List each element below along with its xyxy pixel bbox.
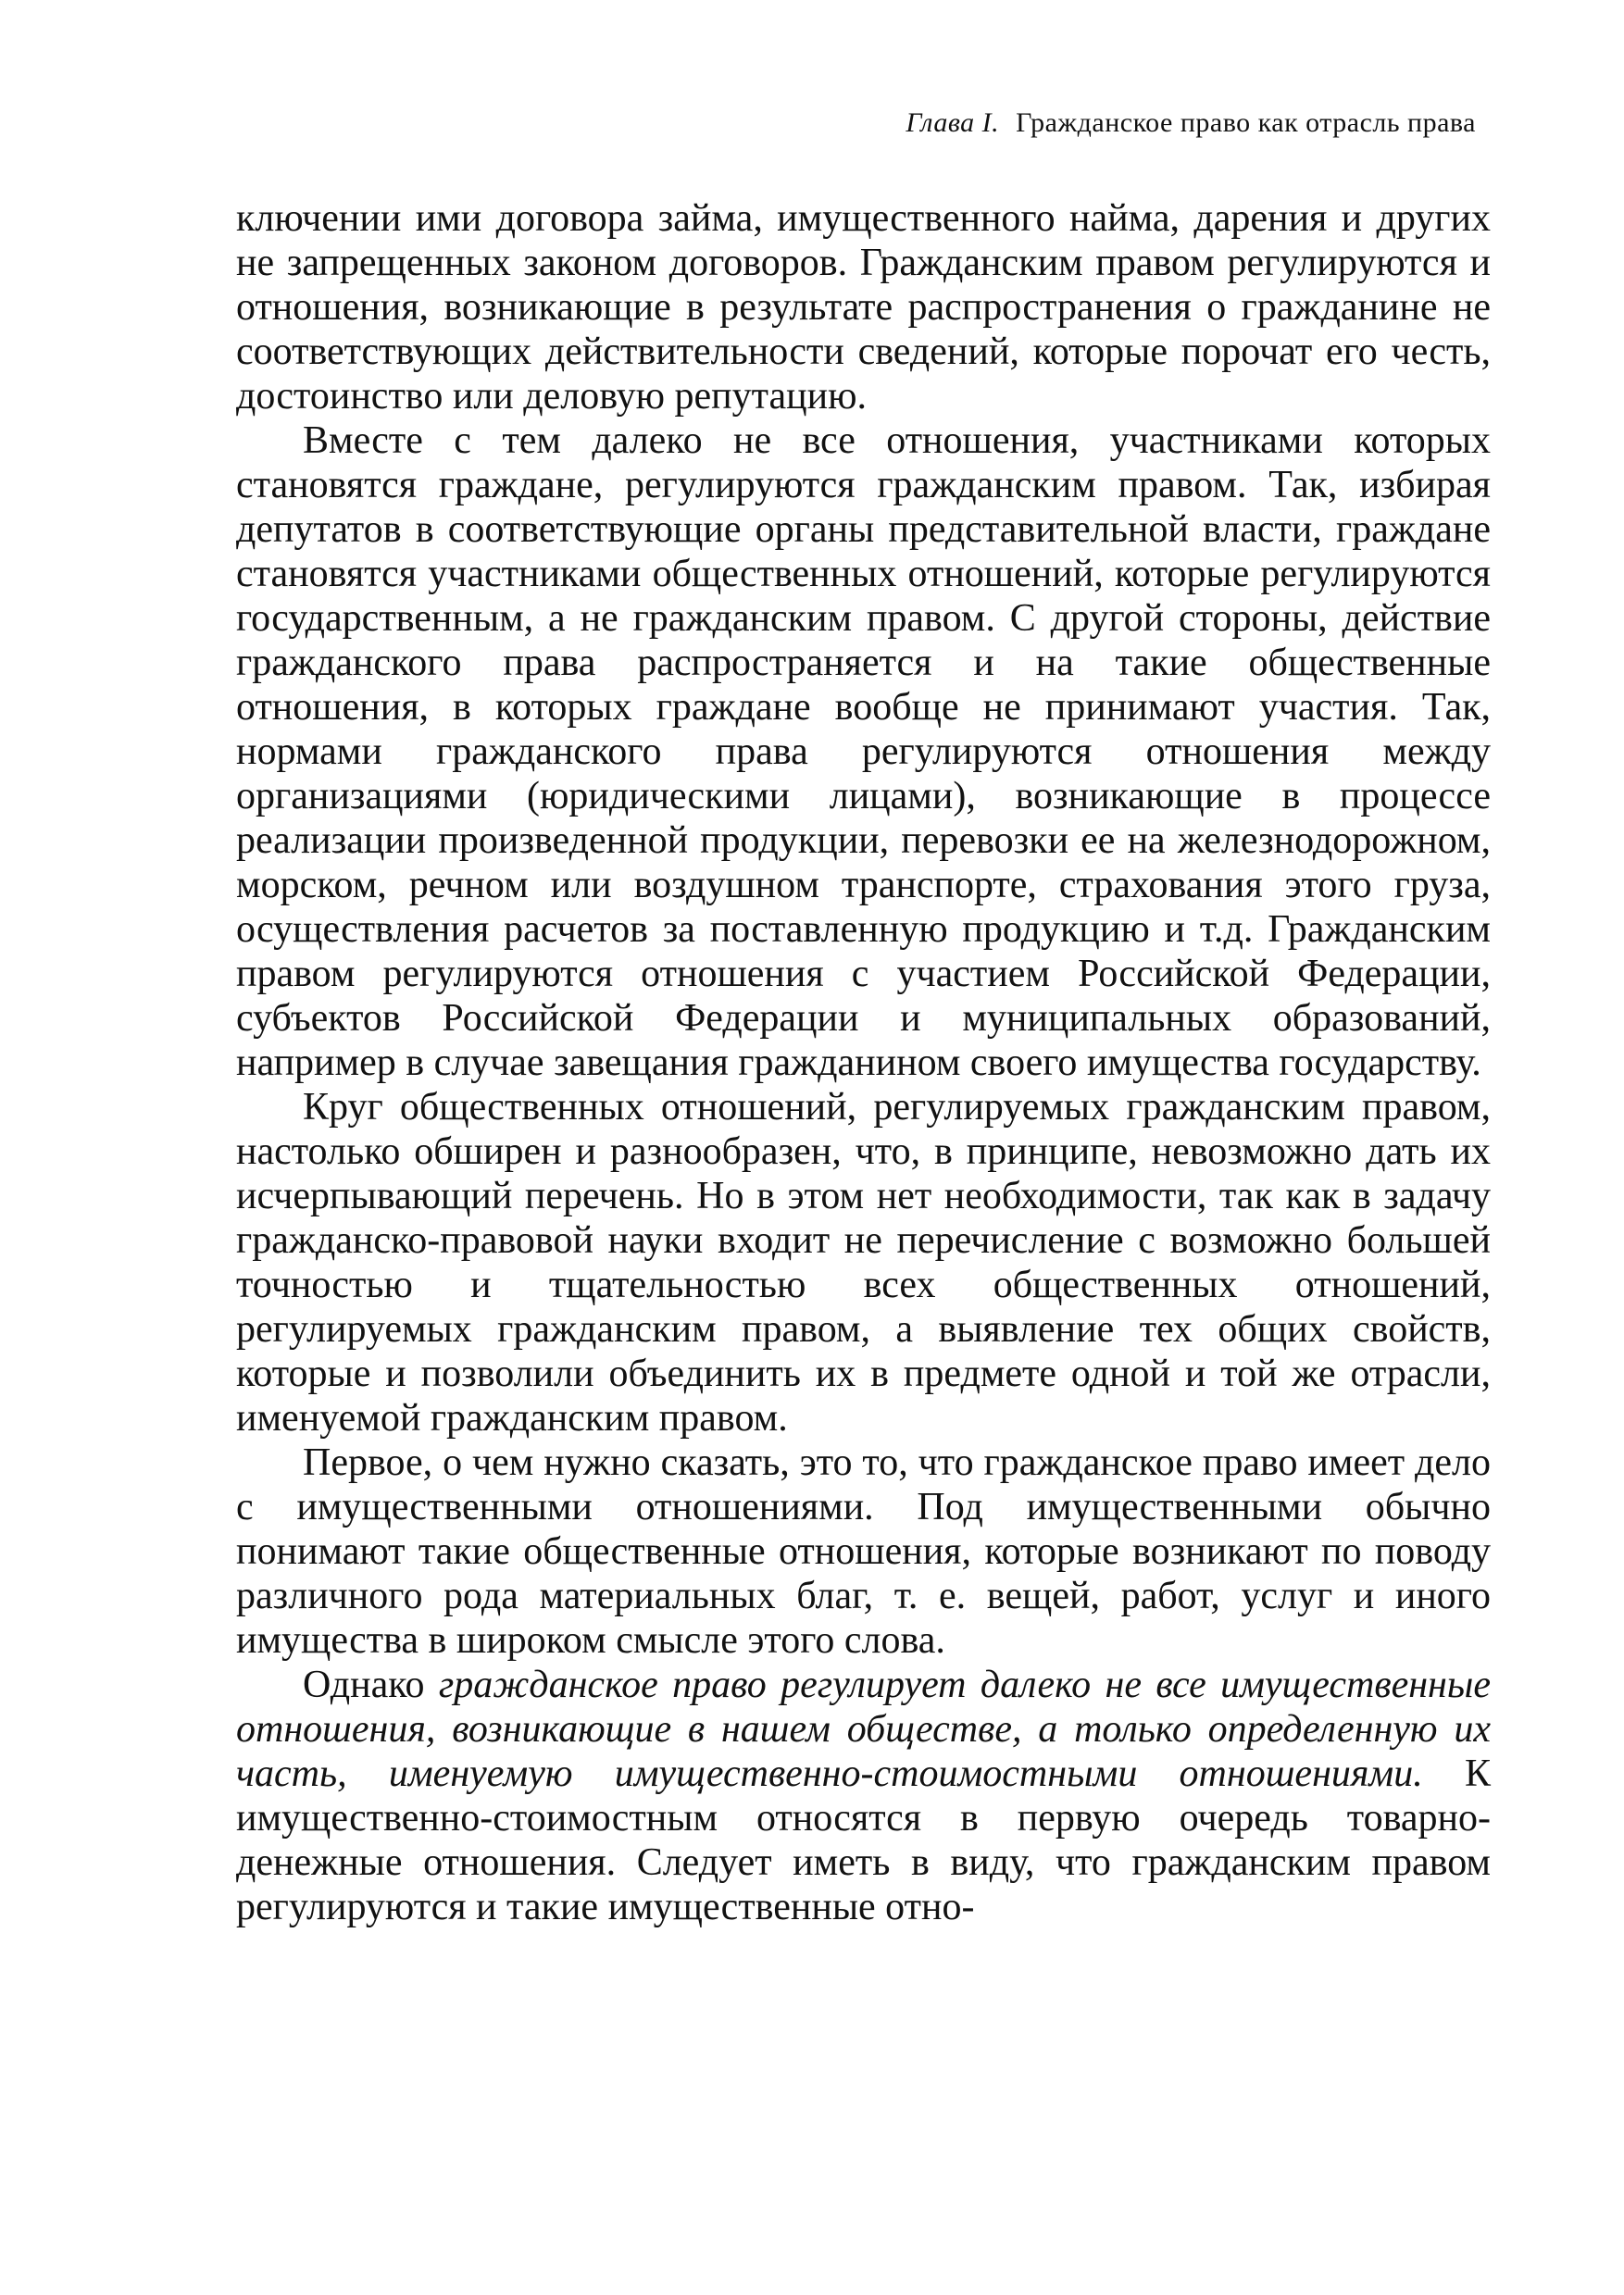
running-head-chapter: Глава I. xyxy=(906,107,1000,138)
paragraph-relations-scope: Вместе с тем далеко не все отношения, участниками которых становятся граждане, регулируются гражданским правом. Так, избирая депутатов в соответствующие органы представительной власти, граждане становятся участниками общественных отношений, которые регулируются государственным, а не гражданским правом. С другой стороны, действие гражданского права распространяется и на такие общественные отношения, в которых граждане вообще не принимают участия. Так, нормами гражданского права регулируются отношения между организациями (юридическими лицами), возникающие в процессе реализации произведенной продукции, перевозки ее на железнодорожном, морском, речном или воздушном транспорте, страхования этого груза, осуществления расчетов за поставленную продукцию и т.д. Гражданским правом регулируются отношения с участием Российской Федерации, субъектов Российской Федерации и муниципальных образований, например в случае завещания гражданином своего имущества государству. xyxy=(236,419,1491,1084)
paragraph-property-relations: Первое, о чем нужно сказать, это то, что гражданское право имеет дело с имущественными отношениями. Под имущественными обычно понимают такие общественные отношения, которые возникают по поводу различного рода материальных благ, т. е. вещей, работ, услуг и иного имущества в широком смысле этого слова. xyxy=(236,1441,1491,1662)
paragraph-emphasis: гражданское право регулирует далеко не все имущественные отношения, возникающие в нашем обществе, а только определенную их часть, именуемую имущественно-стоимостными отношениями. xyxy=(236,1664,1491,1795)
running-head xyxy=(906,107,1476,139)
paragraph-circle-of-relations: Круг общественных отношений, регулируемых гражданским правом, настолько обширен и разнообразен, что, в принципе, невозможно дать их исчерпывающий перечень. Но в этом нет необходимости, так как в задачу гражданско-правовой науки входит не перечисление с возможно большей точностью и тщательностью всех общественных отношений, регулируемых гражданским правом, а выявление тех общих свойств, которые и позволили объединить их в предмете одной и той же отрасли, именуемой гражданским правом. xyxy=(236,1086,1491,1440)
body-text xyxy=(236,196,1491,1929)
paragraph-property-value-relations xyxy=(236,1663,1491,1929)
running-head-title: Гражданское право как отрасль права xyxy=(1016,107,1476,138)
paragraph-rest: К имущественно-стоимостным относятся в первую очередь товарно-денежные отношения. Следует иметь в виду, что гражданским правом регулируются и такие имущественные отно- xyxy=(236,1752,1492,1928)
paragraph-continuation: ключении ими договора займа, имущественного найма, дарения и других не запрещенных законом договоров. Гражданским правом регулируются и отношения, возникающие в результате распространения о гражданине не соответствующих действительности сведений, которые порочат его честь, достоинство или деловую репутацию. xyxy=(236,197,1491,418)
paragraph-lead: Однако xyxy=(303,1664,439,1706)
